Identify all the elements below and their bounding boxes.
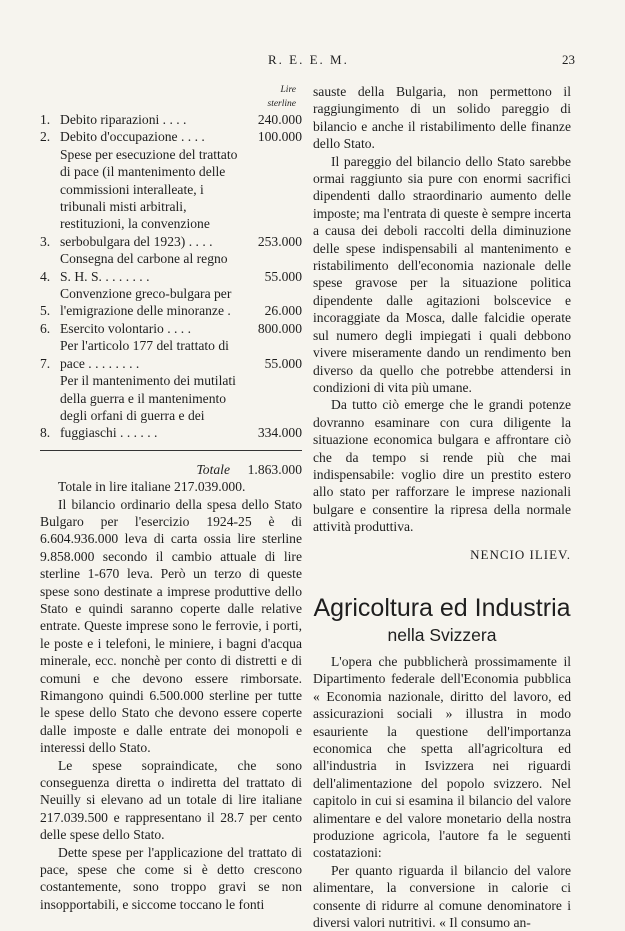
page-number: 23	[562, 52, 575, 67]
running-header	[0, 52, 625, 72]
item-amount: 55.000	[264, 355, 302, 371]
journal-title: R. E. E. M.	[268, 52, 349, 67]
table-row	[40, 320, 302, 337]
table-row	[40, 111, 302, 128]
item-text: Debito riparazioni . . . .	[60, 112, 187, 127]
left-column	[40, 83, 302, 913]
author-signature: NENCIO ILIEV.	[470, 546, 571, 562]
paragraph: Da tutto ciò emerge che le grandi potenze dovranno esaminare con cura diligente la situazione economica bulgara e affrontare ciò che da tempo si rende più che mai indispensabile: voglio dire un prestito estero allo stato per rafforzare le imprese nazionali bulgare e consentire la ripresa della normale attività produttiva.	[313, 397, 571, 535]
paragraph: Dette spese per l'applicazione del trattato di pace, spese che come si è detto crescono costantemente, sono troppo gravi se non insopportabili, e siccome toccano le fonti	[40, 844, 302, 912]
expense-table	[40, 111, 302, 478]
paragraph: Totale in lire italiane 217.039.000.	[58, 479, 246, 495]
item-text: Per l'articolo 177 del trattato di pace . . . . . . . .	[60, 338, 229, 371]
item-amount: 800.000	[257, 320, 302, 336]
item-amount: 240.000	[257, 112, 302, 127]
item-amount: 100.000	[257, 129, 302, 145]
item-amount: 253.000	[257, 233, 302, 249]
item-text: Debito d'occupazione . . . .	[60, 129, 205, 145]
amount-column-header	[40, 83, 302, 111]
item-number: 8.	[40, 425, 51, 441]
paragraph: sauste della Bulgaria, non permettono il raggiungimento di un solido pareggio di bilancio e anche il ristabilimento delle finanze dello Stato.	[313, 84, 571, 152]
item-number: 6.	[40, 320, 51, 336]
total-value: 1.863.000	[247, 461, 302, 477]
table-total-row	[40, 450, 302, 478]
item-text: Spese per esecuzione del trattato di pace (il mantenimento delle commissioni interalleate, i tribunali misti arbitrali, restituzioni, la convenzione serbobulgara del 1923) . . . .	[60, 146, 238, 249]
table-row	[40, 337, 302, 372]
paragraph: Per quanto riguarda il bilancio del valore alimentare, la conversione in calorie ci consente di ridurre al comune denominatore i diversi valori nutritivi. « Il consumo an-	[313, 862, 571, 931]
table-row	[40, 146, 302, 250]
item-number: 7.	[40, 355, 51, 371]
item-text: Consegna del carbone al regno S. H. S. . . . . . . .	[60, 251, 228, 284]
unit-sublabel: sterline	[267, 99, 296, 109]
right-column	[313, 83, 571, 931]
paragraph: Il pareggio del bilancio dello Stato sarebbe ormai raggiunto sia pure con enormi sacrifici dipendenti dallo straordinario aumento delle imposte; ma l'entrata di queste è sempre incerta a causa dei deboli raccolti della diminuzione delle spese indispensabili al mantenimento e ristabilimento dell'economia nazionale delle spese gravose per la situazione politica dipendente dalle agitazioni bolscevice e incoraggiate da Mosca, dalle falcidie operate sul numero degli impiegati i quali debbono vivere miseramente dando un rendimento ben diverso da quello che potrebbe attendersi in condizioni di vita più umane.	[313, 153, 571, 395]
paragraph: Il bilancio ordinario della spesa dello Stato Bulgaro per l'esercizio 1924-25 è di 6.604.936.000 leva di carta ossia lire sterline 9.858.000 secondo il cambio attuale di lire sterline 1-670 leva. Però un terzo di queste spese sono destinate a imprese produttive dello Stato e quindi saranno coperte dalle relative entrate. Queste imprese sono le ferrovie, i porti, le poste e i telefoni, le miniere, i bagni d'acqua minerale, ecc. nonchè per conto di distretti e di comuni e che devono essere rimborsate. Rimangono quindi 6.500.000 sterline per tutte le spese dello Stato che devono essere coperte dalle imposte e dalle entrate dei monopoli e interessi dello Stato.	[40, 496, 302, 756]
table-row	[40, 250, 302, 285]
item-amount: 26.000	[264, 303, 302, 319]
table-row	[40, 285, 302, 320]
item-number: 4.	[40, 268, 51, 284]
item-text: Convenzione greco-bulgara per l'emigrazione delle minoranze .	[60, 286, 232, 319]
table-row	[40, 128, 302, 145]
article-title: Agricoltura ed Industria	[313, 593, 571, 622]
item-number: 2.	[40, 129, 51, 145]
item-number: 5.	[40, 303, 51, 319]
article-subtitle: nella Svizzera	[387, 624, 497, 645]
item-text: Per il mantenimento dei mutilati della guerra e il mantenimento degli orfani di guerra e dei fuggiaschi . . . . . .	[60, 373, 236, 441]
table-row	[40, 372, 302, 442]
paragraph: Le spese sopraindicate, che sono conseguenza diretta o indiretta del trattato di Neuilly si elevano ad un totale di lire italiane 217.039.500 e rappresentano il 28.7 per cento delle spese dello Stato.	[40, 757, 302, 843]
item-number: 1.	[40, 112, 51, 127]
unit-label: Lire	[280, 85, 296, 95]
total-label: Totale	[196, 461, 230, 477]
paragraph: L'opera che pubblicherà prossimamente il Dipartimento federale dell'Economia pubblica « Economia nazionale, diritto del lavoro, ed assicurazioni sociali » illustra in modo esauriente la questione dell'importanza economica che spetta all'agricoltura ed all'industria in Isvizzera nei riguardi dell'alimentazione del popolo svizzero. Nel capitolo in cui si esamina il bilancio del valore alimentare e del valore monetario della nostra produzione agricola, l'autore fa le seguenti costatazioni:	[313, 653, 571, 861]
item-text: Esercito volontario . . . .	[60, 320, 191, 336]
item-amount: 55.000	[264, 268, 302, 284]
item-number: 3.	[40, 233, 51, 249]
item-amount: 334.000	[257, 425, 302, 441]
